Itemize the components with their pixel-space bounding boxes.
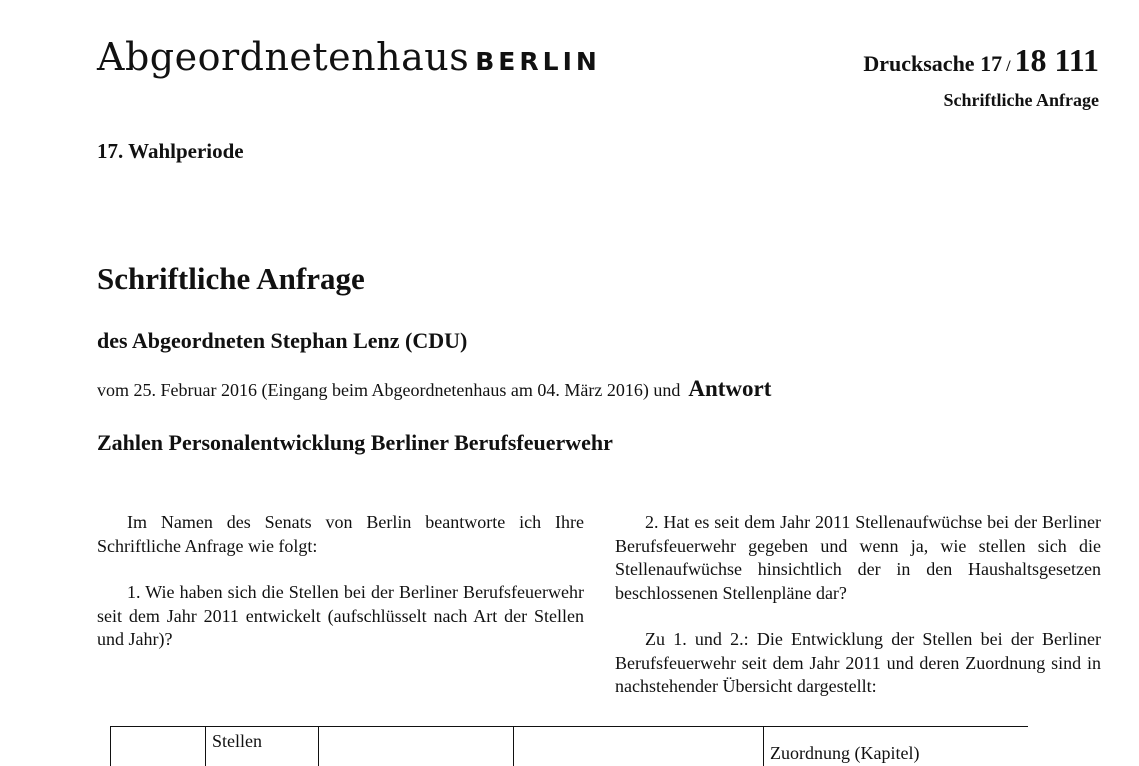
table-header-cell <box>111 727 206 766</box>
answer-label: Antwort <box>688 376 771 401</box>
election-period: 17. Wahlperiode <box>97 139 244 164</box>
drucksache-separator: / <box>1002 58 1014 75</box>
drucksache-label: Drucksache 17 <box>863 51 1002 76</box>
table-header-cell: Stellen <box>206 727 319 766</box>
answer-1-2: Zu 1. und 2.: Die Entwicklung der Stellen bei der Berliner Berufsfeuerwehr seit dem Jahr 2011 und deren Zuordnung sind in nachstehender Übersicht dargestellt: <box>615 628 1101 699</box>
masthead-logo <box>97 38 601 76</box>
positions-table <box>110 726 1028 766</box>
question-2: 2. Hat es seit dem Jahr 2011 Stellenaufwüchse bei der Berliner Berufsfeuerwehr gegeben und wenn ja, wie stellen sich die Stellenaufwüchse hinsichtlich der in den Haushaltsgesetzen beschlossenen Stellenpläne dar? <box>615 511 1101 605</box>
table-header-row <box>111 727 1029 766</box>
table-header-cell <box>319 727 514 766</box>
intro-paragraph: Im Namen des Senats von Berlin beantworte ich Ihre Schriftliche Anfrage wie folgt: <box>97 511 584 558</box>
date-line-text: vom 25. Februar 2016 (Eingang beim Abgeordnetenhaus am 04. März 2016) und <box>97 380 680 400</box>
drucksache-value: 18 111 <box>1015 42 1099 78</box>
author-line: des Abgeordneten Stephan Lenz (CDU) <box>97 328 467 354</box>
date-line <box>97 376 771 402</box>
table-header-cell: Zuordnung (Kapitel) <box>764 727 1029 766</box>
page-title: Schriftliche Anfrage <box>97 261 365 297</box>
subject-heading: Zahlen Personalentwicklung Berliner Berufsfeuerwehr <box>97 430 613 456</box>
document-type: Schriftliche Anfrage <box>944 90 1099 111</box>
body-column-right <box>615 511 1101 699</box>
masthead-city: BERLIN <box>475 47 601 76</box>
table-header-cell <box>514 727 764 766</box>
drucksache-number <box>863 44 1099 76</box>
question-1: 1. Wie haben sich die Stellen bei der Berliner Berufsfeuerwehr seit dem Jahr 2011 entwickelt (aufschlüsselt nach Art der Stellen und Jahr)? <box>97 581 584 652</box>
body-column-left <box>97 511 584 652</box>
masthead-org: Abgeordnetenhaus <box>97 35 469 79</box>
